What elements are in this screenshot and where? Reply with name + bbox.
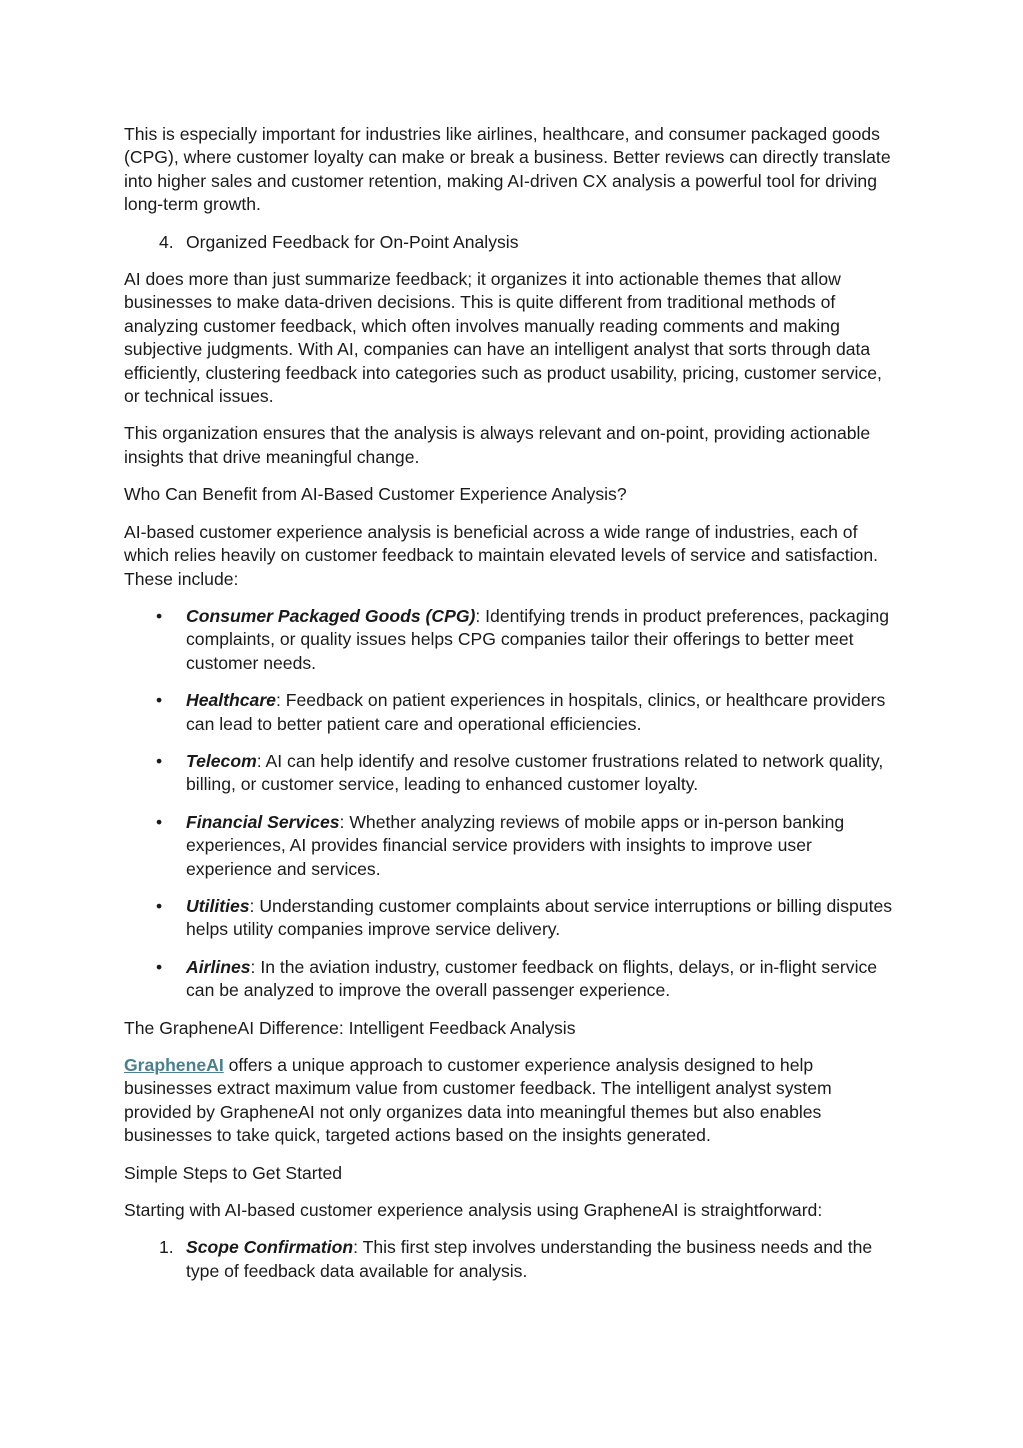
heading-who-can-benefit: Who Can Benefit from AI-Based Customer Experience Analysis? <box>124 484 627 505</box>
paragraph-graphene-approach-text: offers a unique approach to customer experience analysis designed to help businesses extract maximum value from customer feedback. The intelligent analyst system provided by GrapheneAI not only organizes data into meaningful themes but also enables businesses to take quick, targeted actions based on the insights generated. <box>124 1055 832 1146</box>
paragraph-industries-importance: This is especially important for industries like airlines, healthcare, and consumer packaged goods (CPG), where customer loyalty can make or break a business. Better reviews can directly translate into higher sales and customer retention, making AI-driven CX analysis a powerful tool for driving long-term growth. <box>124 124 891 215</box>
grapheneai-link[interactable]: GrapheneAI <box>124 1055 224 1075</box>
paragraph-beneficial-industries: AI-based customer experience analysis is beneficial across a wide range of industries, each of which relies heavily on customer feedback to maintain elevated levels of service and satisfaction. These include: <box>124 521 878 589</box>
bullet-term: Healthcare <box>186 690 276 711</box>
bullet-marker: • <box>156 605 163 626</box>
bullet-marker: • <box>156 895 163 916</box>
bullet-term: Airlines <box>186 956 251 977</box>
bullet-marker: • <box>156 956 163 977</box>
step-item-scope-confirmation <box>124 1236 900 1283</box>
list-number: 4. <box>159 231 174 252</box>
bullet-term: Consumer Packaged Goods (CPG) <box>186 605 476 626</box>
bullet-item-telecom <box>124 750 900 797</box>
numbered-heading-organized-feedback <box>124 231 900 254</box>
bullet-term: Telecom <box>186 750 257 771</box>
bullet-item-financial-services <box>124 811 900 881</box>
paragraph-starting-with: Starting with AI-based customer experience analysis using GrapheneAI is straightforward: <box>124 1200 823 1221</box>
bullet-text: : In the aviation industry, customer feedback on flights, delays, or in-flight service can be analyzed to improve the overall passenger experience. <box>186 956 878 1001</box>
step-term: Scope Confirmation <box>186 1237 354 1258</box>
bullet-item-healthcare <box>124 689 900 736</box>
list-number: 1. <box>159 1237 174 1258</box>
paragraph-organization-ensures: This organization ensures that the analysis is always relevant and on-point, providing actionable insights that drive meaningful change. <box>124 423 871 467</box>
bullet-text: : AI can help identify and resolve customer frustrations related to network quality, billing, or customer service, leading to enhanced customer loyalty. <box>186 750 884 795</box>
numbered-heading-text: Organized Feedback for On-Point Analysis <box>186 231 519 252</box>
paragraph-ai-organizes: AI does more than just summarize feedback; it organizes it into actionable themes that allow businesses to make data-driven decisions. This is quite different from traditional methods of analyzing customer feedback, which often involves manually reading comments and making subjective judgments. With AI, companies can have an intelligent analyst that sorts through data efficiently, clustering feedback into categories such as product usability, pricing, customer service, or technical issues. <box>124 269 882 407</box>
bullet-text: : Understanding customer complaints about service interruptions or billing disputes helps utility companies improve service delivery. <box>186 895 893 940</box>
bullet-text: : Whether analyzing reviews of mobile apps or in-person banking experiences, AI provides financial service providers with insights to improve user experience and services. <box>186 811 845 879</box>
bullet-text: : Identifying trends in product preferences, packaging complaints, or quality issues helps CPG companies tailor their offerings to better meet customer needs. <box>186 605 890 673</box>
bullet-term: Utilities <box>186 895 250 916</box>
heading-simple-steps: Simple Steps to Get Started <box>124 1162 343 1183</box>
bullet-marker: • <box>156 750 163 771</box>
bullet-item-utilities <box>124 895 900 942</box>
bullet-item-airlines <box>124 956 900 1003</box>
bullet-term: Financial Services <box>186 811 340 832</box>
paragraph-graphene-approach <box>124 1054 900 1148</box>
bullet-marker: • <box>156 811 163 832</box>
document-body <box>124 123 900 1297</box>
bullet-item-cpg <box>124 605 900 675</box>
bullet-text: : Feedback on patient experiences in hospitals, clinics, or healthcare providers can lead to better patient care and operational efficiencies. <box>186 690 886 734</box>
heading-graphene-difference: The GrapheneAI Difference: Intelligent Feedback Analysis <box>124 1017 576 1038</box>
step-text: : This first step involves understanding the business needs and the type of feedback data available for analysis. <box>186 1237 873 1281</box>
bullet-marker: • <box>156 690 163 711</box>
